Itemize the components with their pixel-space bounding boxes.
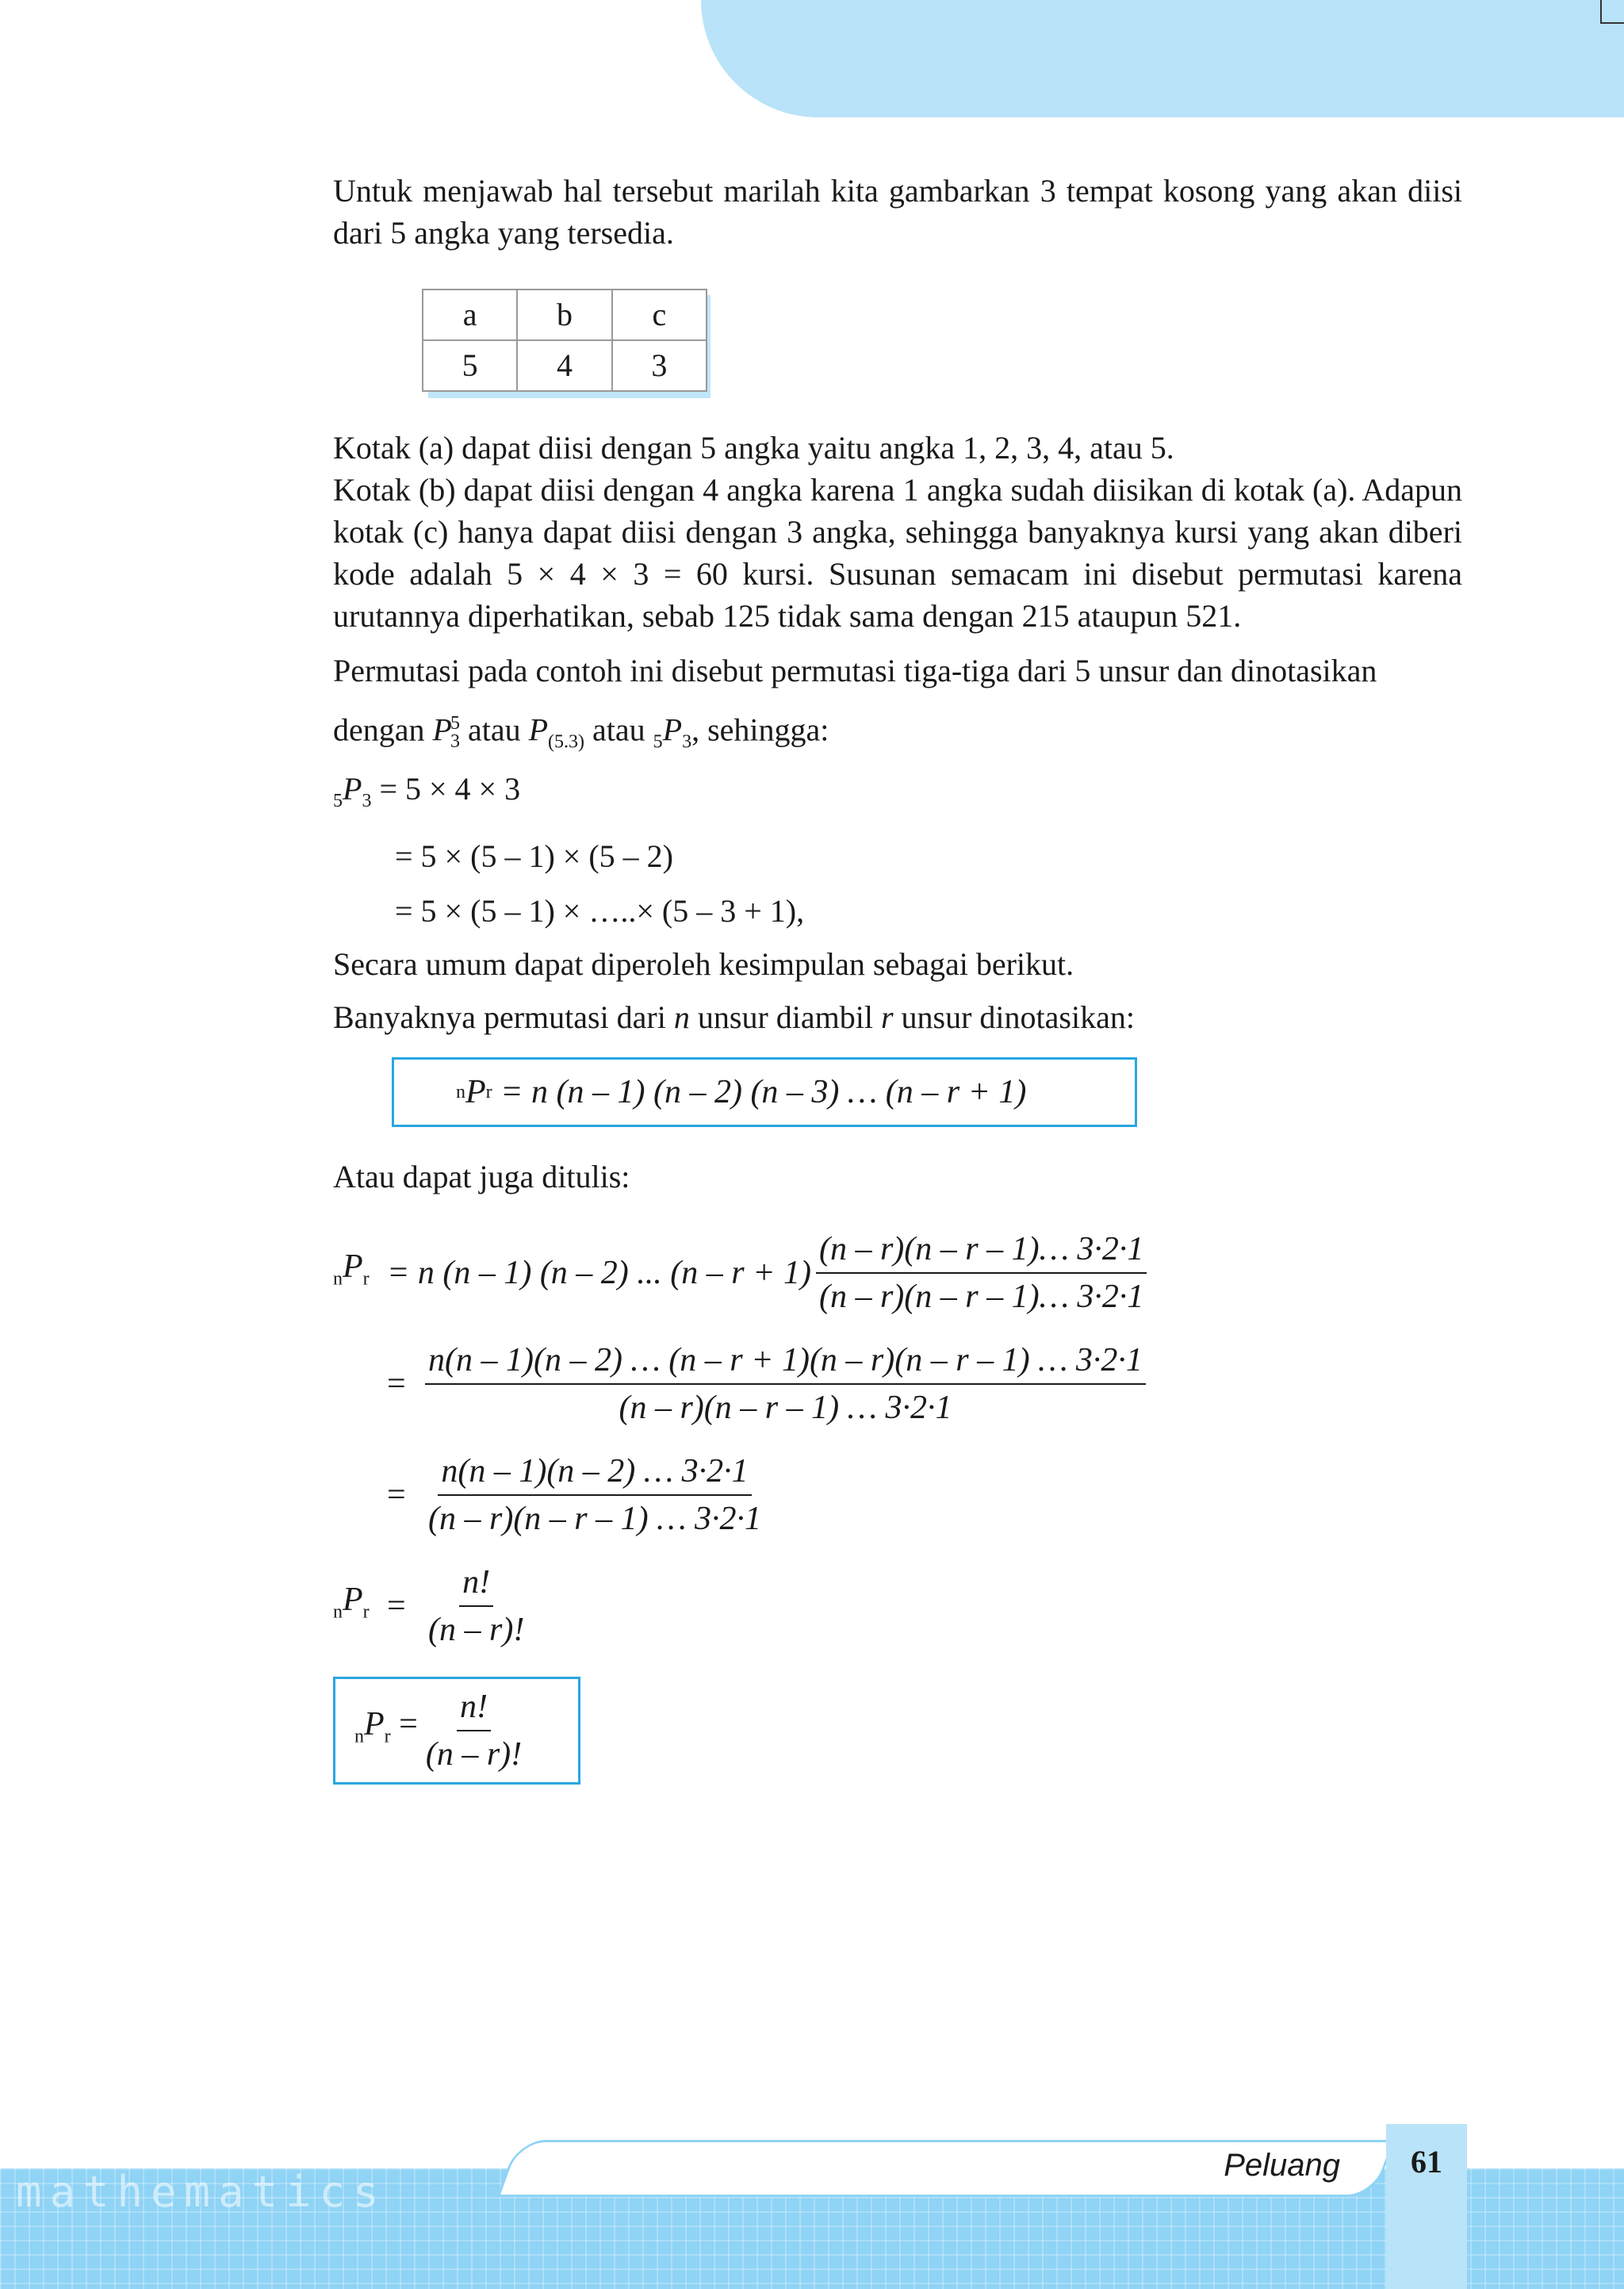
derivation-row-2: = $\frac{n(n - 1)(n - 2) \dots (n - r + 1)(n - r)(n - r - 1) \dots 3\cdot 2\cdot 1}{(n - r)(n - r - 1) \dots 3\cdot 2\cdot 1}$ (333, 1340, 1462, 1428)
page-content (333, 170, 1462, 1785)
calc-line: = 5 × (5 – 1) × …..× (5 – 3 + 1), (395, 893, 805, 930)
calculation-block (333, 768, 1462, 932)
formula-box-product: n P r = n (n – 1) (n – 2) (n – 3) … (n – r + 1) (392, 1057, 1137, 1127)
calc-line: $_5P_3 = 5 \times 4 \times 3$ (333, 771, 521, 812)
paragraph-kotak-b: Kotak (b) dapat diisi dengan 4 angka karena 1 angka sudah diisikan di kotak (a). Adapun kotak (c) hanya dapat diisi dengan 3 angka, sehingga banyaknya kursi yang akan diberi kode adalah 5 × 4 × 3 = 60 kursi. Susunan semacam ini disebut permutasi karena urutannya diperhatikan, sebab 125 tidak sama dengan 215 ataupun 521. (333, 472, 1462, 634)
slot-value: 5 (423, 340, 517, 391)
summary-text: Secara umum dapat diperoleh kesimpulan sebagai berikut. (333, 946, 1074, 983)
slot-value-row (423, 340, 707, 391)
slot-label: c (612, 289, 707, 340)
fraction: $\frac{(n - r)(n - r - 1)\dots 3\cdot 2\cdot 1}{(n - r)(n - r - 1)\dots 3\cdot 2\cdot 1}$ (816, 1229, 1147, 1317)
atau-text: Atau dapat juga ditulis: (333, 1159, 630, 1195)
formula-box-factorial: $_nP_r$ = $\frac{n!}{(n - r)!}$ (333, 1677, 580, 1785)
slot-label: a (423, 289, 517, 340)
slot-value: 3 (612, 340, 707, 391)
footer-watermark: mathematics (16, 2167, 387, 2217)
fraction: $\frac{n(n - 1)(n - 2) \dots 3\cdot 2\cdot 1}{(n - r)(n - r - 1) \dots 3\cdot 2\cdot 1}$ (428, 1453, 761, 1538)
paragraph-kotak-a: Kotak (a) dapat diisi dengan 5 angka yaitu angka 1, 2, 3, 4, atau 5. (333, 430, 1174, 466)
header-band (701, 0, 1624, 117)
page-number: 61 (1386, 2124, 1467, 2289)
derivation-row-3: = $\frac{n(n - 1)(n - 2) \dots 3\cdot 2\cdot 1}{(n - r)(n - r - 1) \dots 3\cdot 2\cdot 1}$ (333, 1451, 1462, 1539)
derivation-row-final: $_nP_r$ = $\frac{n!}{(n - r)!}$ (333, 1562, 1462, 1650)
notation-text: Banyaknya permutasi dari n unsur diambil r unsur dinotasikan: (333, 999, 1135, 1036)
derivation-row-1: $_nP_r$ = n (n – 1) (n – 2) ... (n – r + 1) $\frac{(n - r)(n - r - 1)\dots 3\cdot 2\cdot 1}{(n - r)(n - r - 1)\dots 3\cdot 2\cdot 1}$ (333, 1229, 1462, 1317)
fraction: $\frac{n!}{(n - r)!}$ (428, 1564, 525, 1649)
paragraph-permutasi: Permutasi pada contoh ini disebut permutasi tiga-tiga dari 5 unsur dan dinotasikan (333, 653, 1377, 688)
intro-paragraph: Untuk menjawab hal tersebut marilah kita gambarkan 3 tempat kosong yang akan diisi dari 5 angka yang tersedia. (333, 173, 1462, 251)
chapter-name: Peluang (1224, 2148, 1340, 2183)
calc-line: = 5 × (5 – 1) × (5 – 2) (395, 838, 673, 875)
slot-table-grid (422, 289, 707, 392)
fraction: $\frac{n!}{(n - r)!}$ (425, 1689, 523, 1773)
notation-line: dengan $P^5_3$ atau $P_{(5.3)}$ atau $_5P_3$, sehingga: (333, 711, 829, 753)
crop-mark (1600, 0, 1624, 24)
slot-value: 4 (517, 340, 611, 391)
slot-label-row (423, 289, 707, 340)
slot-label: b (517, 289, 611, 340)
fraction: $\frac{n(n - 1)(n - 2) \dots (n - r + 1)(n - r)(n - r - 1) \dots 3\cdot 2\cdot 1}{(n - r)(n - r - 1) \dots 3\cdot 2\cdot 1}$ (425, 1340, 1146, 1428)
slot-table (422, 289, 707, 395)
